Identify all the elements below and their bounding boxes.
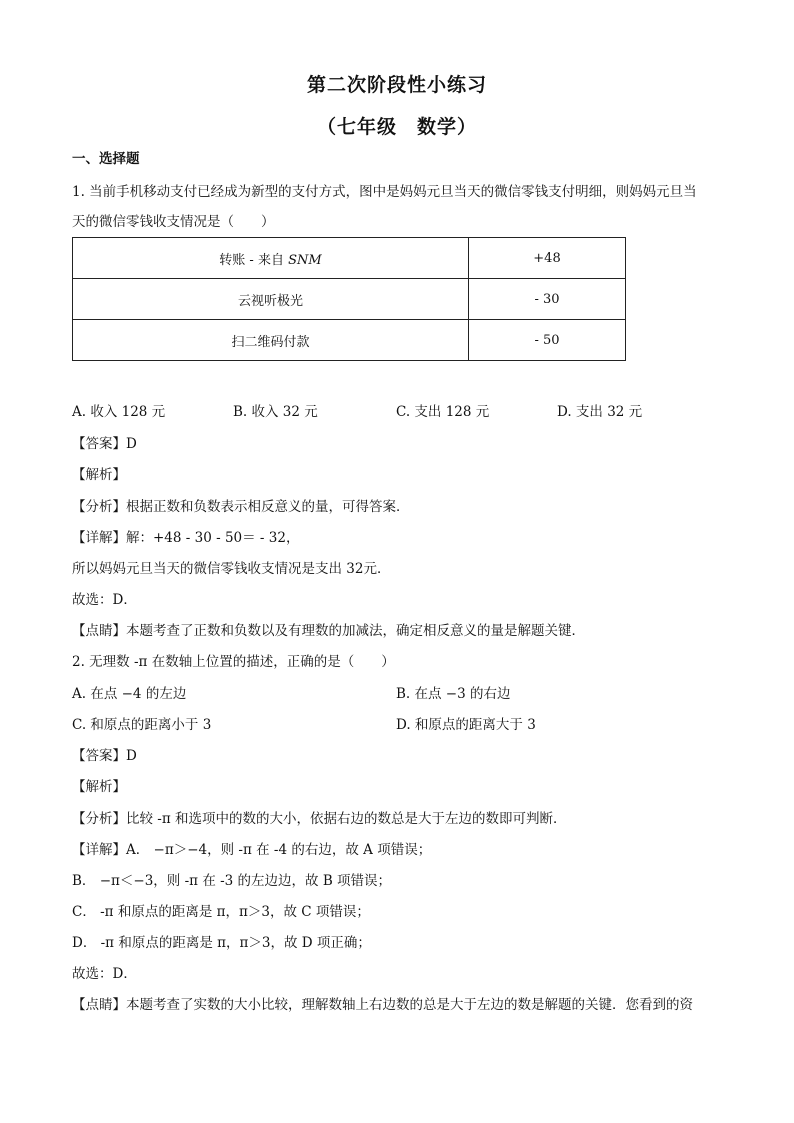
q2-answer: 【答案】D: [72, 748, 137, 764]
q1-dianjing: 【点睛】本题考查了正数和负数以及有理数的加减法，确定相反意义的量是解题关键．: [72, 623, 585, 639]
q2-detail-b: B． −π＜−3，则 -π 在 -3 的左边边，故 B 项错误；: [72, 873, 392, 889]
table-cell-amount: - 30: [469, 279, 626, 320]
q2-dianjing: 【点睛】本题考查了实数的大小比较，理解数轴上右边数的总是大于左边的数是解题的关键．您看到的资: [72, 997, 693, 1013]
q2-option-b: B. 在点 −3 的右边: [396, 686, 511, 702]
table-cell-desc: 云视听极光: [73, 279, 469, 320]
q2-option-a: A. 在点 −4 的左边: [72, 686, 187, 702]
table-cell-amount: +48: [469, 238, 626, 279]
table-cell-desc: 扫二维码付款: [73, 320, 469, 361]
q2-fenxi: 【分析】比较 -π 和选项中的数的大小，依据右边的数总是大于左边的数即可判断．: [72, 811, 567, 827]
q2-detail-a: 【详解】A． −π＞−4，则 -π 在 -4 的右边，故 A 项错误；: [72, 842, 432, 858]
page-subtitle: （七年级 数学）: [316, 116, 477, 138]
section-heading: 一、选择题: [72, 151, 140, 167]
table-row: [73, 320, 626, 361]
q1-analysis-label: 【解析】: [72, 467, 126, 483]
q1-option-d: D. 支出 32 元: [557, 404, 643, 420]
payment-table: [72, 237, 626, 361]
q1-answer: 【答案】D: [72, 436, 137, 452]
q2-detail-c: C． -π 和原点的距离是 π，π＞3，故 C 项错误；: [72, 904, 370, 920]
q1-stem-line1: 1. 当前手机移动支付已经成为新型的支付方式，图中是妈妈元旦当天的微信零钱支付明细，则妈妈元旦当: [72, 184, 697, 200]
q2-option-d: D. 和原点的距离大于 3: [396, 717, 536, 733]
q1-stem-line2: 天的微信零钱收支情况是（ ）: [72, 214, 275, 230]
q1-detail: 【详解】解：+48 - 30 - 50＝ - 32，: [72, 530, 300, 546]
table-cell-amount: - 50: [469, 320, 626, 361]
q1-fenxi: 【分析】根据正数和负数表示相反意义的量，可得答案．: [72, 499, 410, 515]
q1-choose: 故选：D．: [72, 592, 137, 608]
page-title: 第二次阶段性小练习: [306, 74, 487, 96]
table-row: [73, 238, 626, 279]
q2-analysis-label: 【解析】: [72, 779, 126, 795]
table-row: [73, 279, 626, 320]
q1-conclusion: 所以妈妈元旦当天的微信零钱收支情况是支出 32元．: [72, 561, 391, 577]
q2-stem: 2. 无理数 -π 在数轴上位置的描述，正确的是（ ）: [72, 654, 395, 670]
table-cell-desc: 转账 - 来自 SNM: [73, 238, 469, 279]
q1-option-a: A. 收入 128 元: [72, 404, 166, 420]
q2-choose: 故选：D．: [72, 966, 137, 982]
q1-option-c: C. 支出 128 元: [396, 404, 490, 420]
q2-option-c: C. 和原点的距离小于 3: [72, 717, 212, 733]
q2-detail-d: D． -π 和原点的距离是 π，π＞3，故 D 项正确；: [72, 935, 371, 951]
q1-option-b: B. 收入 32 元: [233, 404, 318, 420]
